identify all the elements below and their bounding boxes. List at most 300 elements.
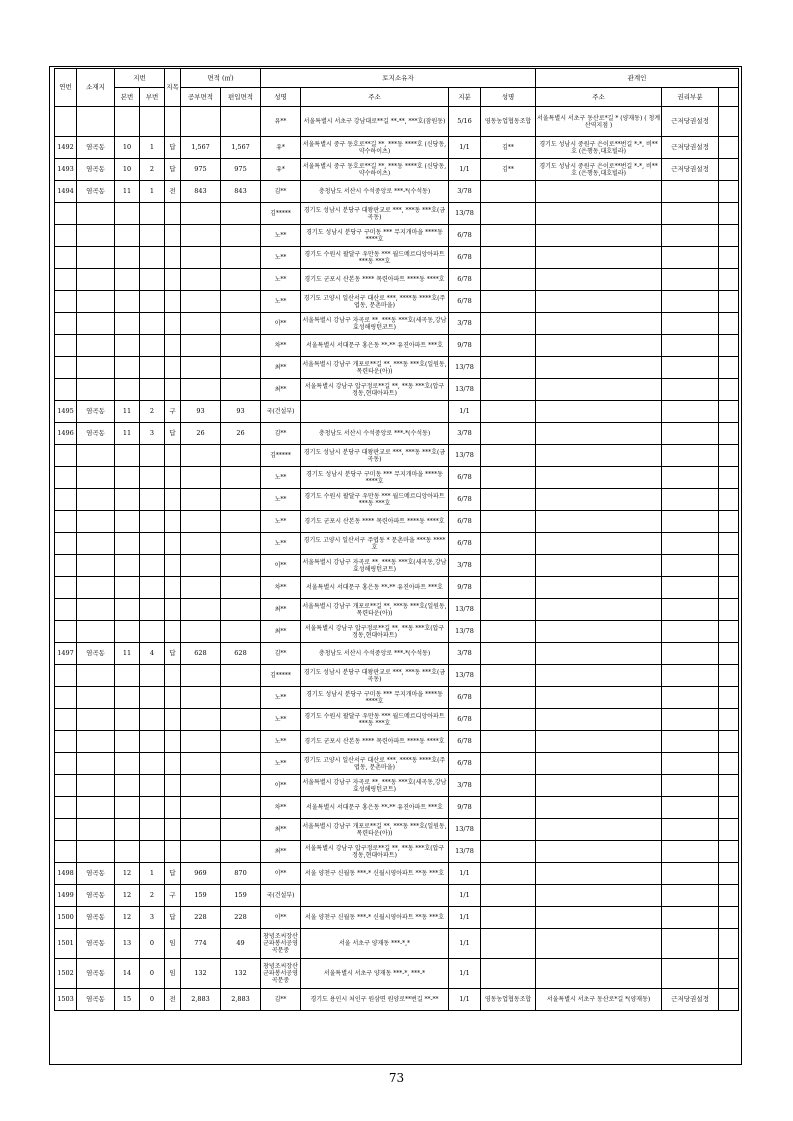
row-incorporated-area: 843 [221,181,261,203]
row-location: 염곡동 [77,989,115,1011]
row-related-address [536,489,662,511]
header-related: 관계인 [536,69,739,88]
row-related-address [536,907,662,929]
table-row [55,753,739,775]
row-main-no [115,533,140,555]
table-row [55,203,739,225]
row-sub-no [140,709,165,731]
row-related-name [481,247,536,269]
row-land-type [165,445,181,467]
row-related-right [662,819,719,841]
table-row [55,335,739,357]
row-related-address [536,577,662,599]
row-main-no [115,621,140,643]
row-location [77,107,115,137]
row-public-area [181,621,221,643]
table-row [55,989,739,1011]
row-owner-address: 서울특별시 중구 동호로**길 **, ***동 ****호 (신당동, 약수하이츠) [301,159,449,181]
table-row [55,247,739,269]
row-location [77,225,115,247]
row-sub-no: 1 [140,863,165,885]
row-public-area: 774 [181,929,221,959]
row-owner-name: 노** [261,291,301,313]
row-share: 1/1 [449,929,481,959]
row-owner-name: 노** [261,687,301,709]
row-share: 9/78 [449,335,481,357]
table-row [55,687,739,709]
row-location [77,797,115,819]
row-remark [719,313,739,335]
row-incorporated-area [221,203,261,225]
row-share: 3/78 [449,181,481,203]
row-seq [55,797,77,819]
row-share: 5/16 [449,107,481,137]
row-owner-name: 최** [261,819,301,841]
row-seq [55,599,77,621]
row-main-no [115,203,140,225]
row-related-right [662,797,719,819]
row-related-right [662,335,719,357]
row-public-area: 159 [181,885,221,907]
row-related-address: 경기도 성남시 중원구 은이로**번길 *-*, 비**호 (은행동,대호빌라) [536,159,662,181]
header-sub-no: 부번 [140,88,165,107]
header-area: 면적 (㎡) [181,69,261,88]
row-related-right [662,577,719,599]
row-main-no [115,467,140,489]
row-remark [719,423,739,445]
row-sub-no: 0 [140,929,165,959]
row-owner-name: 차** [261,797,301,819]
row-public-area: 975 [181,159,221,181]
row-sub-no [140,533,165,555]
row-location [77,665,115,687]
row-remark [719,775,739,797]
row-sub-no [140,775,165,797]
row-seq [55,577,77,599]
row-related-address [536,401,662,423]
row-main-no [115,335,140,357]
row-public-area [181,797,221,819]
row-related-address [536,819,662,841]
row-seq: 1501 [55,929,77,959]
row-remark [719,709,739,731]
row-remark [719,269,739,291]
row-share: 6/78 [449,225,481,247]
row-seq [55,709,77,731]
row-owner-name: 노** [261,269,301,291]
row-related-right [662,885,719,907]
row-owner-address: 경기도 수원시 팔달구 우만동 *** 월드메르디앙아파트 ***동 ***호 [301,709,449,731]
row-sub-no: 3 [140,907,165,929]
row-land-type: 임 [165,959,181,989]
header-related-address: 주소 [536,88,662,107]
row-remark [719,797,739,819]
row-seq [55,313,77,335]
row-sub-no [140,753,165,775]
row-sub-no [140,203,165,225]
row-owner-name: 노** [261,489,301,511]
row-share: 6/78 [449,709,481,731]
row-remark [719,841,739,863]
row-owner-name: 노** [261,753,301,775]
row-incorporated-area: 26 [221,423,261,445]
row-sub-no [140,731,165,753]
row-seq [55,107,77,137]
row-related-name [481,841,536,863]
table-row [55,225,739,247]
row-sub-no [140,687,165,709]
row-location [77,313,115,335]
row-related-name [481,863,536,885]
table-row [55,731,739,753]
row-related-right [662,181,719,203]
row-owner-address: 경기도 고양시 일산서구 주엽동 * 문촌마을 ***동 ****호 [301,533,449,555]
row-owner-address: 서울특별시 강남구 압구정로**길 **, **동 ***호(압구정동,현대아파트) [301,841,449,863]
row-location: 염곡동 [77,643,115,665]
row-related-name: 김** [481,137,536,159]
row-incorporated-area [221,379,261,401]
row-land-type [165,511,181,533]
row-seq: 1503 [55,989,77,1011]
row-main-no [115,599,140,621]
row-remark [719,929,739,959]
row-land-type [165,467,181,489]
row-owner-name: 김***** [261,445,301,467]
table-row [55,841,739,863]
row-main-no [115,445,140,467]
row-owner-name: 노** [261,731,301,753]
row-share: 1/1 [449,137,481,159]
row-owner-name: 노** [261,247,301,269]
row-related-right [662,423,719,445]
row-related-address [536,753,662,775]
row-related-address: 경기도 성남시 중원구 은이로**번길 *-*, 비**호 (은행동,대호빌라) [536,137,662,159]
row-land-type [165,379,181,401]
row-remark [719,181,739,203]
row-share: 6/78 [449,731,481,753]
row-owner-name: 김** [261,989,301,1011]
row-share: 3/78 [449,643,481,665]
row-remark [719,555,739,577]
row-incorporated-area: 228 [221,907,261,929]
row-share: 3/78 [449,775,481,797]
row-share: 6/78 [449,511,481,533]
row-remark [719,357,739,379]
row-owner-name: 차** [261,577,301,599]
row-related-address [536,643,662,665]
row-related-address [536,797,662,819]
row-remark [719,511,739,533]
row-public-area [181,107,221,137]
row-land-type [165,269,181,291]
row-public-area [181,269,221,291]
row-location: 염곡동 [77,181,115,203]
row-owner-name: 이** [261,863,301,885]
row-owner-name: 국(건설부) [261,885,301,907]
row-related-right [662,665,719,687]
row-remark [719,643,739,665]
row-incorporated-area [221,511,261,533]
row-remark [719,225,739,247]
row-owner-name: 노** [261,533,301,555]
table-row [55,819,739,841]
row-owner-name: 창녕조씨장산군파봉서공영곡문중 [261,959,301,989]
row-owner-address: 서울특별시 서대문구 홍은동 **-** 유진아파트 ***호 [301,797,449,819]
row-remark [719,137,739,159]
row-main-no [115,313,140,335]
row-remark [719,577,739,599]
row-remark [719,291,739,313]
row-share: 6/78 [449,489,481,511]
row-incorporated-area: 870 [221,863,261,885]
table-row [55,959,739,989]
row-land-type [165,555,181,577]
row-main-no: 15 [115,989,140,1011]
row-share: 1/1 [449,159,481,181]
row-sub-no: 0 [140,989,165,1011]
row-land-type: 답 [165,423,181,445]
row-owner-address: 서울특별시 서대문구 홍은동 **-** 유진아파트 ***호 [301,577,449,599]
row-public-area [181,313,221,335]
row-related-address [536,291,662,313]
row-related-address [536,775,662,797]
row-incorporated-area [221,797,261,819]
row-public-area [181,841,221,863]
row-related-right [662,621,719,643]
row-related-name [481,775,536,797]
row-owner-address: 서울특별시 강남구 압구정로**길 **, **동 ***호(압구정동,현대아파트) [301,621,449,643]
row-owner-name: 노** [261,709,301,731]
row-owner-name: 차** [261,335,301,357]
row-land-type [165,797,181,819]
row-owner-name: 유** [261,107,301,137]
row-incorporated-area [221,225,261,247]
row-related-address [536,203,662,225]
row-main-no [115,577,140,599]
row-land-type [165,709,181,731]
row-public-area: 228 [181,907,221,929]
row-related-right [662,929,719,959]
row-sub-no [140,577,165,599]
row-seq [55,291,77,313]
row-public-area [181,335,221,357]
row-related-name [481,181,536,203]
row-owner-address: 경기도 성남시 분당구 대왕판교로 ***, ***동 ***호(금곡동) [301,665,449,687]
row-share: 13/78 [449,599,481,621]
row-main-no [115,247,140,269]
row-share: 6/78 [449,291,481,313]
row-owner-address: 서울특별시 서초구 강남대로**길 **-**, ***호(잠원동) [301,107,449,137]
row-public-area: 93 [181,401,221,423]
row-location [77,775,115,797]
row-public-area [181,577,221,599]
row-incorporated-area [221,107,261,137]
row-owner-address: 충청남도 서산시 수석중앙로 ***-*(수석동) [301,181,449,203]
row-owner-name: 김** [261,181,301,203]
row-remark [719,863,739,885]
table-row [55,621,739,643]
row-seq [55,489,77,511]
row-public-area [181,379,221,401]
row-main-no [115,709,140,731]
row-remark [719,989,739,1011]
row-location [77,731,115,753]
row-owner-name: 노** [261,511,301,533]
row-related-right [662,775,719,797]
row-related-address [536,665,662,687]
row-sub-no: 1 [140,181,165,203]
row-sub-no: 4 [140,643,165,665]
row-incorporated-area: 132 [221,959,261,989]
row-land-type: 답 [165,907,181,929]
row-land-type: 답 [165,643,181,665]
row-seq: 1493 [55,159,77,181]
row-seq [55,533,77,555]
row-sub-no [140,247,165,269]
row-land-type: 답 [165,137,181,159]
row-owner-name: 최** [261,379,301,401]
row-incorporated-area: 93 [221,401,261,423]
table-row [55,665,739,687]
row-owner-address: 서울특별시 강남구 자곡로 **, ***동 ***호(세곡동,강남효성해링턴코트) [301,313,449,335]
row-share: 9/78 [449,577,481,599]
row-related-address [536,335,662,357]
row-public-area [181,665,221,687]
row-main-no [115,357,140,379]
row-share: 13/78 [449,665,481,687]
row-location: 염곡동 [77,929,115,959]
row-land-type [165,577,181,599]
row-location [77,687,115,709]
table-row [55,379,739,401]
row-share: 6/78 [449,247,481,269]
row-related-right: 근저당권설정 [662,989,719,1011]
row-related-name [481,203,536,225]
row-share: 6/78 [449,467,481,489]
row-public-area: 969 [181,863,221,885]
row-public-area [181,753,221,775]
row-land-type [165,489,181,511]
row-owner-address: 서울 양천구 신월동 ***-* 신월시영아파트 **동 ***호 [301,863,449,885]
table-row [55,181,739,203]
row-location [77,489,115,511]
row-main-no: 13 [115,929,140,959]
row-related-name [481,291,536,313]
row-seq: 1494 [55,181,77,203]
row-related-right [662,687,719,709]
row-land-type [165,599,181,621]
row-public-area [181,731,221,753]
row-remark [719,467,739,489]
row-incorporated-area [221,709,261,731]
row-owner-address: 서울특별시 강남구 압구정로**길 **, **동 ***호(압구정동,현대아파트) [301,379,449,401]
row-land-type [165,291,181,313]
row-location [77,357,115,379]
row-incorporated-area [221,247,261,269]
row-related-name: 영동농업협동조합 [481,989,536,1011]
row-public-area [181,819,221,841]
row-related-name [481,357,536,379]
row-share: 1/1 [449,885,481,907]
row-land-type [165,203,181,225]
row-remark [719,489,739,511]
row-sub-no [140,225,165,247]
row-related-name [481,753,536,775]
row-land-type [165,107,181,137]
row-share: 13/78 [449,841,481,863]
row-share: 6/78 [449,753,481,775]
row-related-address [536,599,662,621]
table-row [55,511,739,533]
row-main-no [115,687,140,709]
row-remark [719,885,739,907]
row-owner-name: 최** [261,599,301,621]
row-location: 염곡동 [77,863,115,885]
row-location [77,599,115,621]
row-related-right [662,489,719,511]
row-land-type [165,621,181,643]
row-share: 6/78 [449,687,481,709]
row-incorporated-area [221,599,261,621]
row-related-right [662,599,719,621]
row-owner-address: 충청남도 서산시 수석중앙로 ***-*(수석동) [301,423,449,445]
row-main-no [115,225,140,247]
row-sub-no [140,489,165,511]
table-row [55,107,739,137]
row-owner-name: 김** [261,643,301,665]
row-owner-name: 이** [261,313,301,335]
row-remark [719,107,739,137]
row-related-name [481,687,536,709]
row-incorporated-area [221,577,261,599]
row-incorporated-area [221,313,261,335]
row-related-name [481,665,536,687]
row-seq [55,247,77,269]
row-location [77,269,115,291]
row-sub-no: 2 [140,885,165,907]
row-public-area: 26 [181,423,221,445]
row-land-type: 답 [165,159,181,181]
row-remark [719,203,739,225]
row-public-area: 132 [181,959,221,989]
row-owner-address: 서울특별시 서대문구 홍은동 **-** 유진아파트 ***호 [301,335,449,357]
land-ledger-table [54,68,739,1011]
table-row [55,269,739,291]
row-remark [719,401,739,423]
table-row [55,797,739,819]
row-location: 염곡동 [77,959,115,989]
row-sub-no: 2 [140,401,165,423]
row-related-right [662,291,719,313]
header-seq: 연번 [55,69,77,107]
row-related-name [481,577,536,599]
row-main-no [115,753,140,775]
row-owner-name: 유* [261,159,301,181]
header-owner-name: 성명 [261,88,301,107]
row-location: 염곡동 [77,885,115,907]
row-related-name [481,225,536,247]
row-related-right [662,643,719,665]
row-related-address [536,247,662,269]
row-share: 3/78 [449,555,481,577]
row-seq [55,841,77,863]
row-location [77,555,115,577]
row-incorporated-area [221,555,261,577]
row-seq [55,819,77,841]
row-owner-name: 최** [261,621,301,643]
row-related-name [481,885,536,907]
row-land-type [165,731,181,753]
